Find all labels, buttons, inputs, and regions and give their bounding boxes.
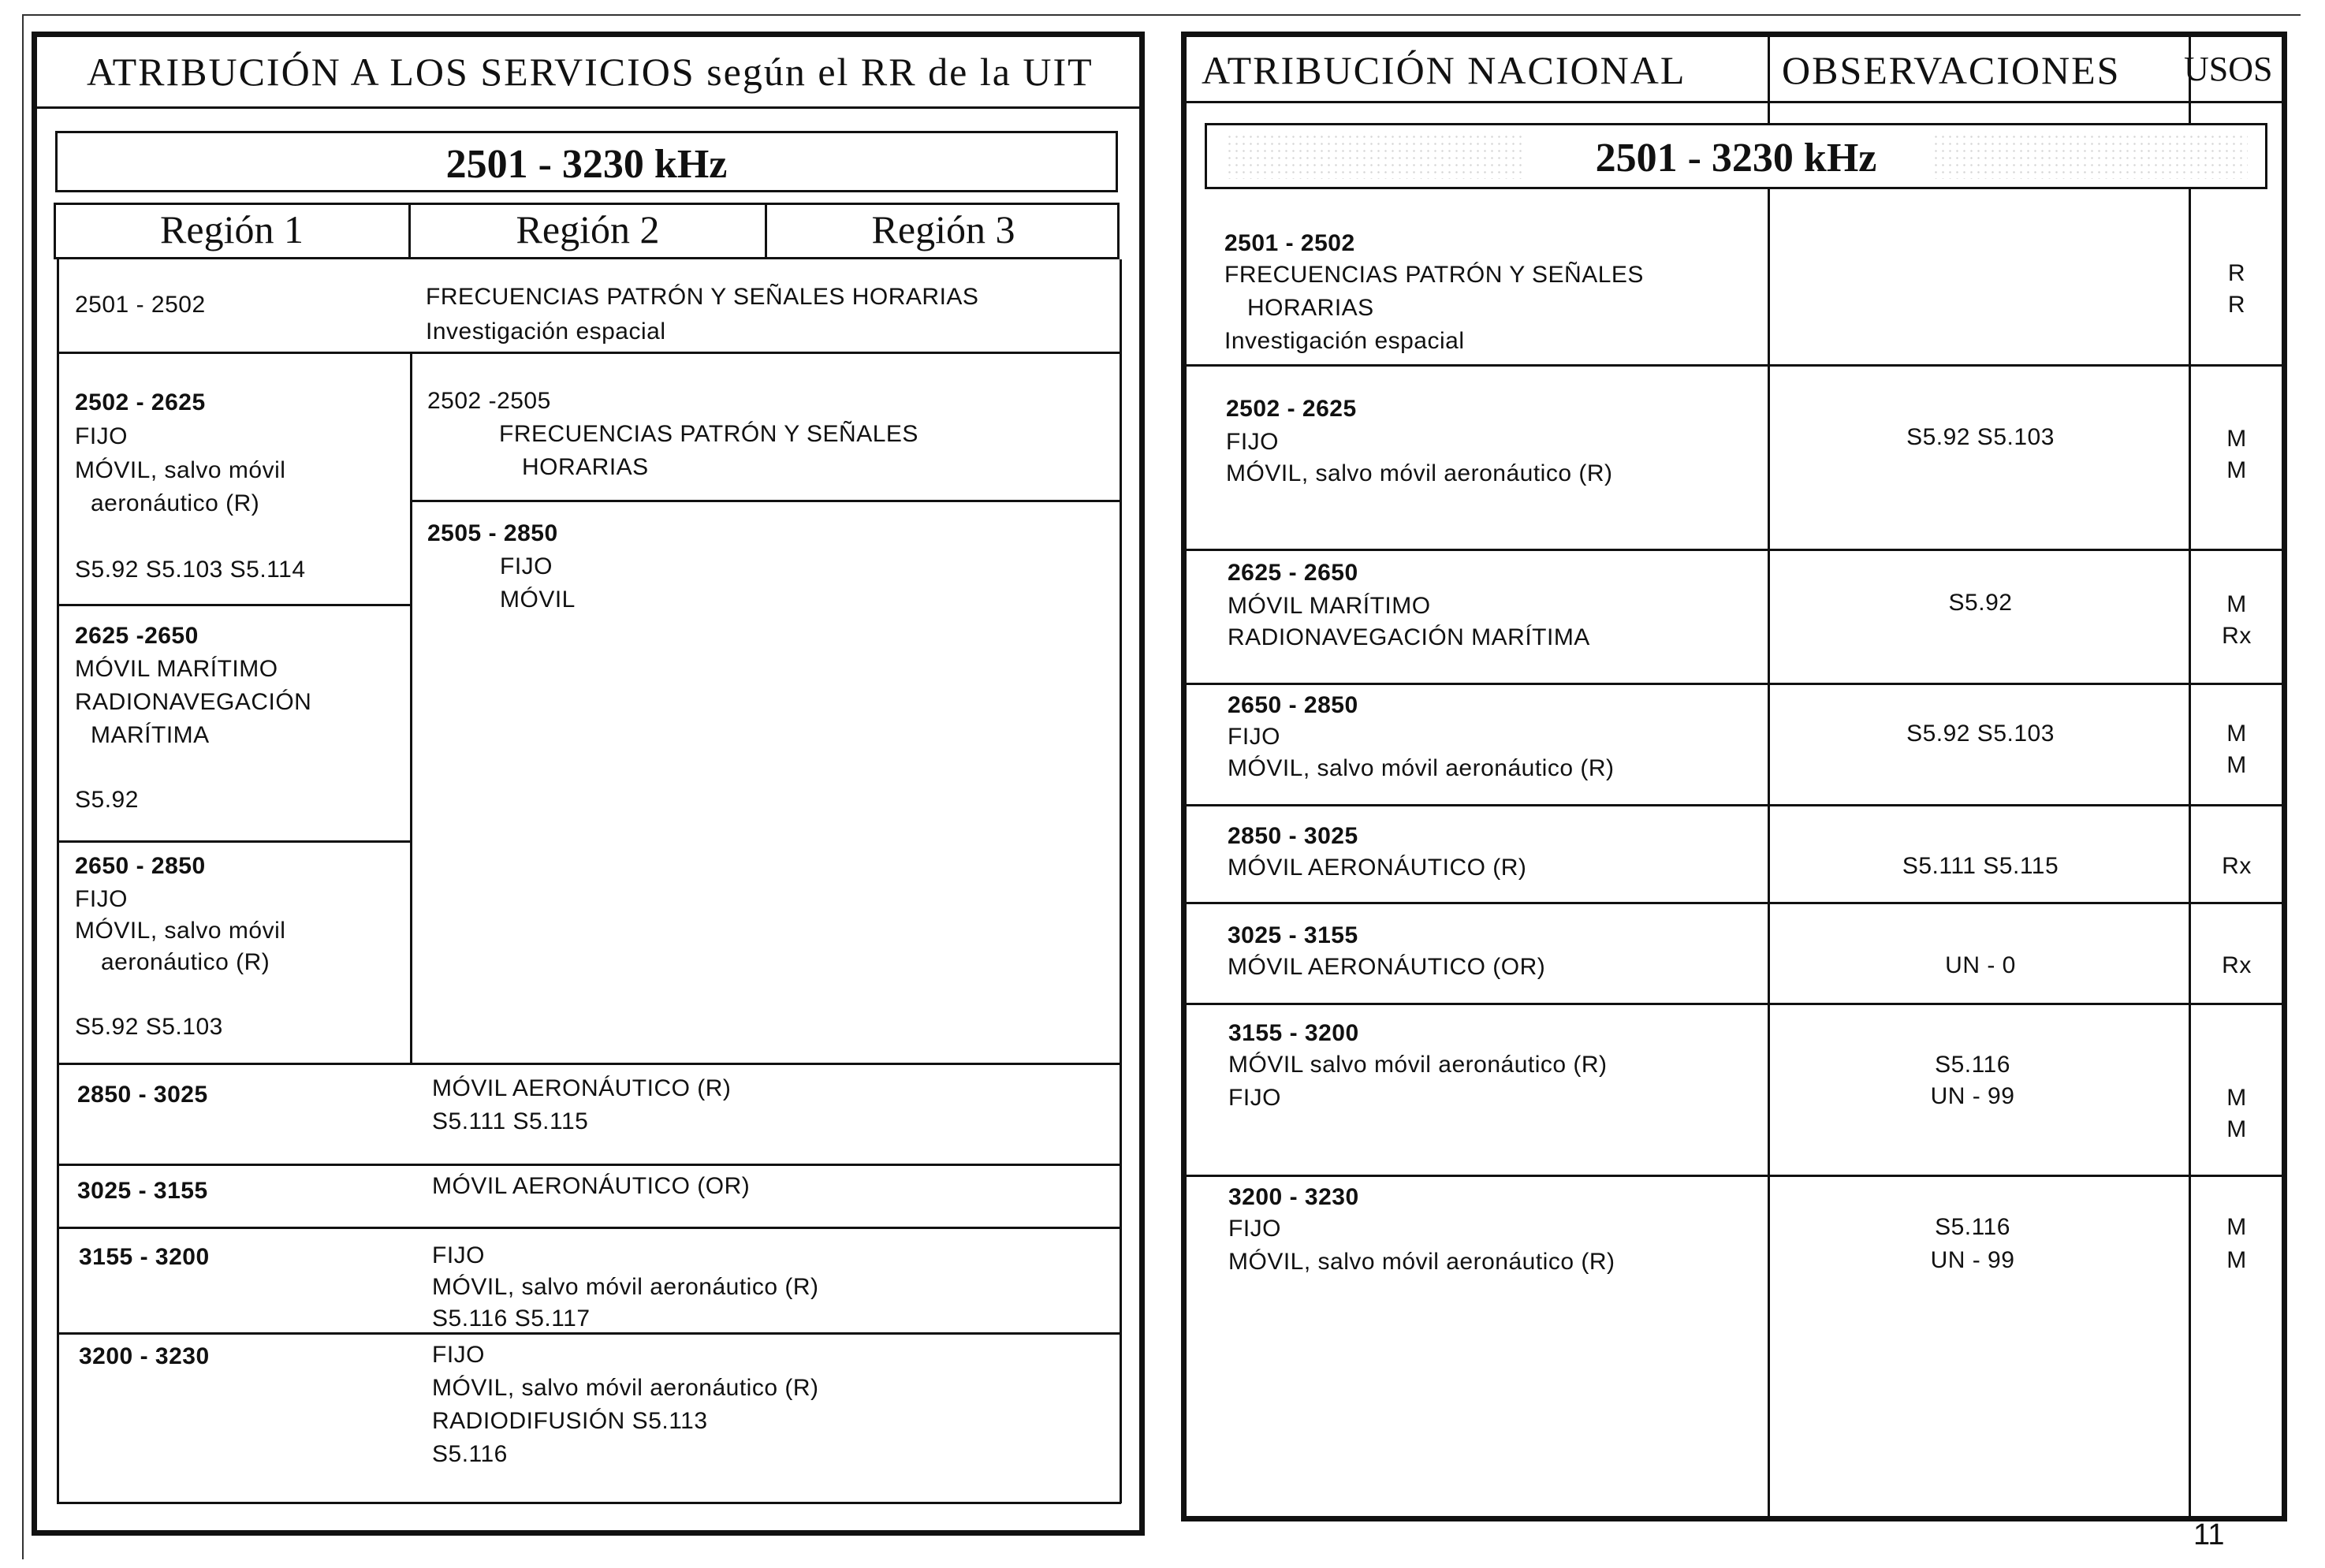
service-line: FIJO: [500, 553, 553, 579]
range-3025-3155: 3025 - 3155: [77, 1178, 208, 1204]
range-2502-2505: 2502 -2505: [427, 388, 551, 414]
row-divider: [57, 1227, 1121, 1229]
nat-service-line: FIJO: [1226, 429, 1279, 455]
row-divider: [1184, 1003, 2285, 1005]
service-line: MÓVIL, salvo móvil aeronáutico (R): [432, 1375, 819, 1401]
nat-service-line: MÓVIL salvo móvil aeronáutico (R): [1228, 1052, 1608, 1078]
service-line: MÓVIL, salvo móvil: [75, 918, 286, 944]
row-divider: [57, 840, 410, 843]
service-line: MÓVIL AERONÁUTICO (R): [432, 1075, 732, 1101]
range-3155-3200: 3155 - 3200: [79, 1244, 210, 1270]
usos-value: R: [2227, 260, 2246, 286]
row-divider: [1184, 549, 2285, 551]
footnote-refs: S5.116 S5.117: [432, 1305, 591, 1331]
page-edge-top: [22, 14, 2301, 16]
service-line: FIJO: [432, 1242, 485, 1268]
nat-service-line: FRECUENCIAS PATRÓN Y SEÑALES: [1224, 262, 1644, 288]
page-number: 11: [2193, 1518, 2225, 1551]
range-2850-3025: 2850 - 3025: [77, 1082, 208, 1108]
service-line: HORARIAS: [522, 454, 649, 480]
service-line: RADIODIFUSIÓN S5.113: [432, 1408, 708, 1434]
nat-service-line: MÓVIL, salvo móvil aeronáutico (R): [1228, 755, 1615, 781]
range-2650-2850: 2650 - 2850: [75, 853, 206, 879]
usos-value: M: [2226, 457, 2247, 483]
nat-range-2502-2625: 2502 - 2625: [1226, 396, 1357, 422]
footnote-refs: S5.92 S5.103: [75, 1014, 223, 1040]
left-panel-title: ATRIBUCIÓN A LOS SERVICIOS según el RR de la UIT: [87, 50, 1094, 94]
observaciones-value: S5.92: [1948, 590, 2013, 616]
nat-service-line: Investigación espacial: [1224, 328, 1465, 354]
row-divider: [1184, 364, 2285, 367]
left-table-right-border: [1120, 259, 1122, 1503]
service-line: MÓVIL: [500, 587, 576, 613]
observaciones-value: UN - 99: [1930, 1083, 2015, 1109]
nat-service-line: MÓVIL MARÍTIMO: [1228, 593, 1431, 619]
service-line: MARÍTIMA: [91, 722, 210, 748]
range-2505-2850: 2505 - 2850: [427, 520, 558, 546]
nat-service-line: FIJO: [1228, 1216, 1281, 1242]
usos-value: M: [2226, 1214, 2247, 1240]
nat-range-2501-2502: 2501 - 2502: [1224, 230, 1355, 256]
usos-value: Rx: [2222, 952, 2252, 978]
service-line: FIJO: [75, 886, 128, 912]
observaciones-value: S5.92 S5.103: [1906, 424, 2055, 450]
footnote-refs: S5.116: [432, 1441, 508, 1467]
row-divider: [1184, 804, 2285, 806]
service-line: MÓVIL AERONÁUTICO (OR): [432, 1173, 751, 1199]
usos-value: M: [2226, 752, 2247, 778]
service-line: FIJO: [432, 1342, 485, 1368]
left-title-divider: [35, 106, 1142, 109]
left-band-text: 2501 - 3230 kHz: [445, 142, 728, 187]
region1-column-divider: [410, 352, 412, 1064]
service-line: FRECUENCIAS PATRÓN Y SEÑALES: [499, 421, 918, 447]
nat-service-line: FIJO: [1228, 724, 1280, 750]
usos-value: Rx: [2222, 853, 2252, 879]
col-header-nacional: ATRIBUCIÓN NACIONAL: [1202, 48, 1686, 92]
row-divider: [1184, 683, 2285, 685]
col-header-observaciones: OBSERVACIONES: [1782, 48, 2121, 92]
usos-value: M: [2226, 1247, 2247, 1273]
footnote-refs: S5.92 S5.103 S5.114: [75, 557, 306, 583]
observaciones-value: UN - 0: [1945, 952, 2016, 978]
row-divider: [1184, 1175, 2285, 1177]
row-divider: [57, 1164, 1121, 1166]
region-1-label: Región 1: [160, 207, 304, 251]
right-band-header: [1205, 123, 2267, 189]
usos-value: R: [2227, 292, 2246, 318]
observaciones-value: S5.116: [1935, 1052, 2010, 1078]
left-table-bottom: [57, 1502, 1121, 1504]
service-line: MÓVIL, salvo móvil aeronáutico (R): [432, 1274, 819, 1300]
right-band-text: 2501 - 3230 kHz: [1595, 136, 1877, 181]
service-line: aeronáutico (R): [91, 490, 260, 516]
service-line: FIJO: [75, 423, 128, 449]
observaciones-value: S5.111 S5.115: [1902, 853, 2059, 879]
usos-value: M: [2226, 1085, 2247, 1111]
nat-service-line: MÓVIL, salvo móvil aeronáutico (R): [1228, 1249, 1615, 1275]
region-3-label: Región 3: [871, 207, 1015, 251]
range-3200-3230: 3200 - 3230: [79, 1343, 210, 1369]
service-line: MÓVIL, salvo móvil: [75, 457, 286, 483]
service-line: aeronáutico (R): [101, 949, 270, 975]
nat-service-line: MÓVIL AERONÁUTICO (OR): [1228, 954, 1546, 980]
right-header-divider: [1184, 101, 2285, 103]
service-line: FRECUENCIAS PATRÓN Y SEÑALES HORARIAS: [426, 284, 979, 310]
service-line: MÓVIL MARÍTIMO: [75, 656, 278, 682]
footnote-refs: S5.92: [75, 787, 139, 813]
usos-value: M: [2226, 426, 2247, 452]
nat-range-3200-3230: 3200 - 3230: [1228, 1184, 1359, 1210]
usos-value: M: [2226, 1116, 2247, 1142]
observaciones-value: S5.116: [1935, 1214, 2010, 1240]
nat-range-3025-3155: 3025 - 3155: [1228, 922, 1358, 948]
footnote-refs: S5.111 S5.115: [432, 1108, 589, 1134]
right-col-divider-2: [2189, 36, 2191, 1520]
service-line: RADIONAVEGACIÓN: [75, 689, 312, 715]
right-col-divider-1: [1768, 36, 1770, 1518]
usos-value: Rx: [2222, 623, 2252, 649]
nat-range-2850-3025: 2850 - 3025: [1228, 823, 1358, 849]
range-2625-2650: 2625 -2650: [75, 623, 199, 649]
row-divider: [57, 1063, 1121, 1065]
nat-range-2650-2850: 2650 - 2850: [1228, 692, 1358, 718]
row-divider: [1184, 902, 2285, 904]
observaciones-value: UN - 99: [1930, 1247, 2015, 1273]
nat-service-line: RADIONAVEGACIÓN MARÍTIMA: [1228, 624, 1590, 650]
range-2501-2502: 2501 - 2502: [75, 292, 206, 318]
service-line: Investigación espacial: [426, 318, 666, 345]
nat-service-line: HORARIAS: [1247, 295, 1374, 321]
row-divider: [410, 500, 1121, 502]
nat-service-line: MÓVIL AERONÁUTICO (R): [1228, 855, 1527, 881]
row-divider: [57, 604, 410, 606]
left-band-header: [55, 131, 1118, 192]
row-divider: [57, 352, 1121, 354]
observaciones-value: S5.92 S5.103: [1906, 721, 2055, 747]
range-2502-2625: 2502 - 2625: [75, 389, 206, 415]
nat-service-line: FIJO: [1228, 1085, 1281, 1111]
nat-range-2625-2650: 2625 - 2650: [1228, 560, 1358, 586]
nat-service-line: MÓVIL, salvo móvil aeronáutico (R): [1226, 460, 1613, 486]
page-edge-left: [22, 14, 24, 1559]
usos-value: M: [2226, 721, 2247, 747]
nat-range-3155-3200: 3155 - 3200: [1228, 1020, 1359, 1046]
usos-value: M: [2226, 591, 2247, 617]
left-table-left-border: [57, 259, 59, 1503]
region-2-label: Región 2: [516, 207, 660, 251]
col-header-usos: USOS: [2184, 50, 2273, 88]
